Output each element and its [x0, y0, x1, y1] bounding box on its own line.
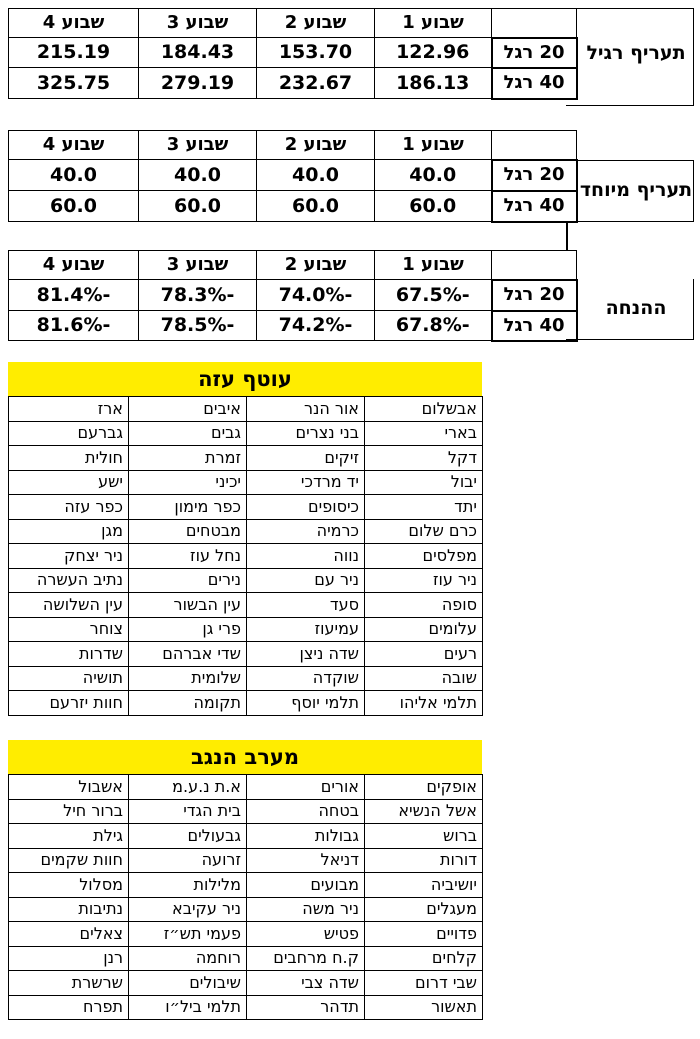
- settlement-name: תלמי יוסף: [247, 691, 365, 716]
- settlement-name: כרם שלום: [365, 519, 483, 544]
- regular-40-w3: 279.19: [139, 68, 257, 99]
- settlement-name: יבול: [365, 470, 483, 495]
- size-20-label: 20 רגל: [492, 38, 577, 68]
- settlement-name: חוות יזרעם: [9, 691, 129, 716]
- settlement-name: פעמי תש״ז: [129, 922, 247, 947]
- settlement-name: תדהר: [247, 995, 365, 1020]
- settlement-name: יכיני: [129, 470, 247, 495]
- settlement-name: מבועים: [247, 873, 365, 898]
- list-row: [9, 666, 483, 691]
- settlement-name: ברוש: [365, 824, 483, 849]
- settlement-name: שרשרת: [9, 971, 129, 996]
- settlement-name: פרי גן: [129, 617, 247, 642]
- settlement-name: נתיב העשרה: [9, 568, 129, 593]
- week-1-header: שבוע 1: [375, 251, 492, 280]
- settlement-name: עמיעוז: [247, 617, 365, 642]
- settlement-name: גילת: [9, 824, 129, 849]
- size-40-label: 40 רגל: [492, 191, 577, 222]
- list-row: [9, 642, 483, 667]
- list-row: [9, 995, 483, 1020]
- settlement-name: איבים: [129, 397, 247, 422]
- list-row: [9, 446, 483, 471]
- discount-40-w4: -81.6%: [9, 311, 139, 341]
- settlement-name: מפלסים: [365, 544, 483, 569]
- week-2-header: שבוע 2: [257, 131, 375, 160]
- regular-20-w2: 153.70: [257, 38, 375, 68]
- settlement-name: סעד: [247, 593, 365, 618]
- discount-40-w2: -74.2%: [257, 311, 375, 341]
- settlement-name: כרמיה: [247, 519, 365, 544]
- settlement-name: חולית: [9, 446, 129, 471]
- regular-40-w2: 232.67: [257, 68, 375, 99]
- settlement-name: אורים: [247, 775, 365, 800]
- special-40-w2: 60.0: [257, 191, 375, 222]
- settlement-name: בית הגדי: [129, 799, 247, 824]
- special-20-w4: 40.0: [9, 160, 139, 191]
- settlement-name: תלמי אליהו: [365, 691, 483, 716]
- discount-40-w1: -67.8%: [375, 311, 492, 341]
- western-negev-list: [8, 774, 483, 1020]
- week-4-header: שבוע 4: [9, 251, 139, 280]
- settlement-name: ארז: [9, 397, 129, 422]
- settlement-name: זיקים: [247, 446, 365, 471]
- list-row: [9, 971, 483, 996]
- special-20-w2: 40.0: [257, 160, 375, 191]
- settlement-name: ניר עוז: [365, 568, 483, 593]
- week-2-header: שבוע 2: [257, 9, 375, 38]
- regular-20-w4: 215.19: [9, 38, 139, 68]
- settlement-name: שלומית: [129, 666, 247, 691]
- settlement-name: דקל: [365, 446, 483, 471]
- list-row: [9, 519, 483, 544]
- settlement-name: שוקדה: [247, 666, 365, 691]
- settlement-name: אופקים: [365, 775, 483, 800]
- week-3-header: שבוע 3: [139, 9, 257, 38]
- settlement-name: ניר יצחק: [9, 544, 129, 569]
- settlement-name: יתד: [365, 495, 483, 520]
- size-40-label: 40 רגל: [492, 311, 577, 341]
- settlement-name: א.ת נ.ע.מ: [129, 775, 247, 800]
- list-row: [9, 544, 483, 569]
- list-row: [9, 775, 483, 800]
- settlement-name: זמרת: [129, 446, 247, 471]
- week-1-header: שבוע 1: [375, 9, 492, 38]
- settlement-name: כפר עזה: [9, 495, 129, 520]
- settlement-name: תאשור: [365, 995, 483, 1020]
- settlement-name: עין הבשור: [129, 593, 247, 618]
- list-row: [9, 691, 483, 716]
- size-40-label: 40 רגל: [492, 68, 577, 99]
- settlement-name: רעים: [365, 642, 483, 667]
- list-row: [9, 946, 483, 971]
- settlement-name: עלומים: [365, 617, 483, 642]
- regular-20-w3: 184.43: [139, 38, 257, 68]
- settlement-name: כיסופים: [247, 495, 365, 520]
- settlement-name: רוחמה: [129, 946, 247, 971]
- settlement-name: בארי: [365, 421, 483, 446]
- western-negev-title: מערב הנגב: [8, 740, 482, 774]
- week-3-header: שבוע 3: [139, 131, 257, 160]
- settlement-name: נירים: [129, 568, 247, 593]
- settlement-name: שדרות: [9, 642, 129, 667]
- size-20-label: 20 רגל: [492, 160, 577, 191]
- settlement-name: שדי אברהם: [129, 642, 247, 667]
- settlement-name: אשבול: [9, 775, 129, 800]
- list-row: [9, 848, 483, 873]
- settlement-name: מסלול: [9, 873, 129, 898]
- week-4-header: שבוע 4: [9, 131, 139, 160]
- size-20-label: 20 רגל: [492, 280, 577, 311]
- list-row: [9, 421, 483, 446]
- settlement-name: ישע: [9, 470, 129, 495]
- gaza-envelope-list: [8, 396, 483, 716]
- list-row: [9, 397, 483, 422]
- discount-20-w4: -81.4%: [9, 280, 139, 311]
- settlement-name: ניר עקיבא: [129, 897, 247, 922]
- special-tariff-label: תעריף מיוחד: [579, 178, 693, 201]
- list-row: [9, 897, 483, 922]
- settlement-name: זרועה: [129, 848, 247, 873]
- settlement-name: גברעם: [9, 421, 129, 446]
- settlement-name: תקומה: [129, 691, 247, 716]
- week-2-header: שבוע 2: [257, 251, 375, 280]
- settlement-name: שיבולים: [129, 971, 247, 996]
- settlement-name: נווה: [247, 544, 365, 569]
- settlement-name: ניר עם: [247, 568, 365, 593]
- settlement-name: ק.ח מרחבים: [247, 946, 365, 971]
- settlement-name: קלחים: [365, 946, 483, 971]
- settlement-name: תושיה: [9, 666, 129, 691]
- discount-20-w3: -78.3%: [139, 280, 257, 311]
- settlement-name: גבעולים: [129, 824, 247, 849]
- special-20-w1: 40.0: [375, 160, 492, 191]
- settlement-name: מגן: [9, 519, 129, 544]
- settlement-name: יושיביה: [365, 873, 483, 898]
- list-row: [9, 617, 483, 642]
- settlement-name: דניאל: [247, 848, 365, 873]
- settlement-name: ניר משה: [247, 897, 365, 922]
- settlement-name: אור הנר: [247, 397, 365, 422]
- settlement-name: מבטחים: [129, 519, 247, 544]
- list-row: [9, 824, 483, 849]
- settlement-name: צאלים: [9, 922, 129, 947]
- week-1-header: שבוע 1: [375, 131, 492, 160]
- settlement-name: תפרח: [9, 995, 129, 1020]
- discount-label: ההנחה: [605, 297, 667, 319]
- settlement-name: רנן: [9, 946, 129, 971]
- settlement-name: אשל הנשיא: [365, 799, 483, 824]
- settlement-name: פדויים: [365, 922, 483, 947]
- week-3-header: שבוע 3: [139, 251, 257, 280]
- list-row: [9, 799, 483, 824]
- regular-tariff-label: תעריף רגיל: [586, 42, 686, 64]
- special-40-w1: 60.0: [375, 191, 492, 222]
- list-row: [9, 593, 483, 618]
- settlement-name: עין השלושה: [9, 593, 129, 618]
- special-40-w3: 60.0: [139, 191, 257, 222]
- settlement-name: נתיבות: [9, 897, 129, 922]
- discount-40-w3: -78.5%: [139, 311, 257, 341]
- special-20-w3: 40.0: [139, 160, 257, 191]
- settlement-name: כפר מימון: [129, 495, 247, 520]
- settlement-name: פטיש: [247, 922, 365, 947]
- settlement-name: גבולות: [247, 824, 365, 849]
- settlement-name: חוות שקמים: [9, 848, 129, 873]
- settlement-name: ברור חיל: [9, 799, 129, 824]
- week-4-header: שבוע 4: [9, 9, 139, 38]
- list-row: [9, 470, 483, 495]
- regular-20-w1: 122.96: [375, 38, 492, 68]
- settlement-name: שדה ניצן: [247, 642, 365, 667]
- settlement-name: גבים: [129, 421, 247, 446]
- settlement-name: תלמי ביל״ו: [129, 995, 247, 1020]
- settlement-name: סופה: [365, 593, 483, 618]
- discount-20-w1: -67.5%: [375, 280, 492, 311]
- list-row: [9, 495, 483, 520]
- settlement-name: צוחר: [9, 617, 129, 642]
- settlement-name: שובה: [365, 666, 483, 691]
- settlement-name: מלילות: [129, 873, 247, 898]
- settlement-name: יד מרדכי: [247, 470, 365, 495]
- list-row: [9, 568, 483, 593]
- list-row: [9, 873, 483, 898]
- settlement-name: בני נצרים: [247, 421, 365, 446]
- settlement-name: דורות: [365, 848, 483, 873]
- regular-40-w1: 186.13: [375, 68, 492, 99]
- settlement-name: מעגלים: [365, 897, 483, 922]
- settlement-name: נחל עוז: [129, 544, 247, 569]
- settlement-name: שבי דרום: [365, 971, 483, 996]
- settlement-name: בטחה: [247, 799, 365, 824]
- discount-20-w2: -74.0%: [257, 280, 375, 311]
- special-40-w4: 60.0: [9, 191, 139, 222]
- settlement-name: שדה צבי: [247, 971, 365, 996]
- settlement-name: אבשלום: [365, 397, 483, 422]
- list-row: [9, 922, 483, 947]
- gaza-envelope-title: עוטף עזה: [8, 362, 482, 396]
- regular-40-w4: 325.75: [9, 68, 139, 99]
